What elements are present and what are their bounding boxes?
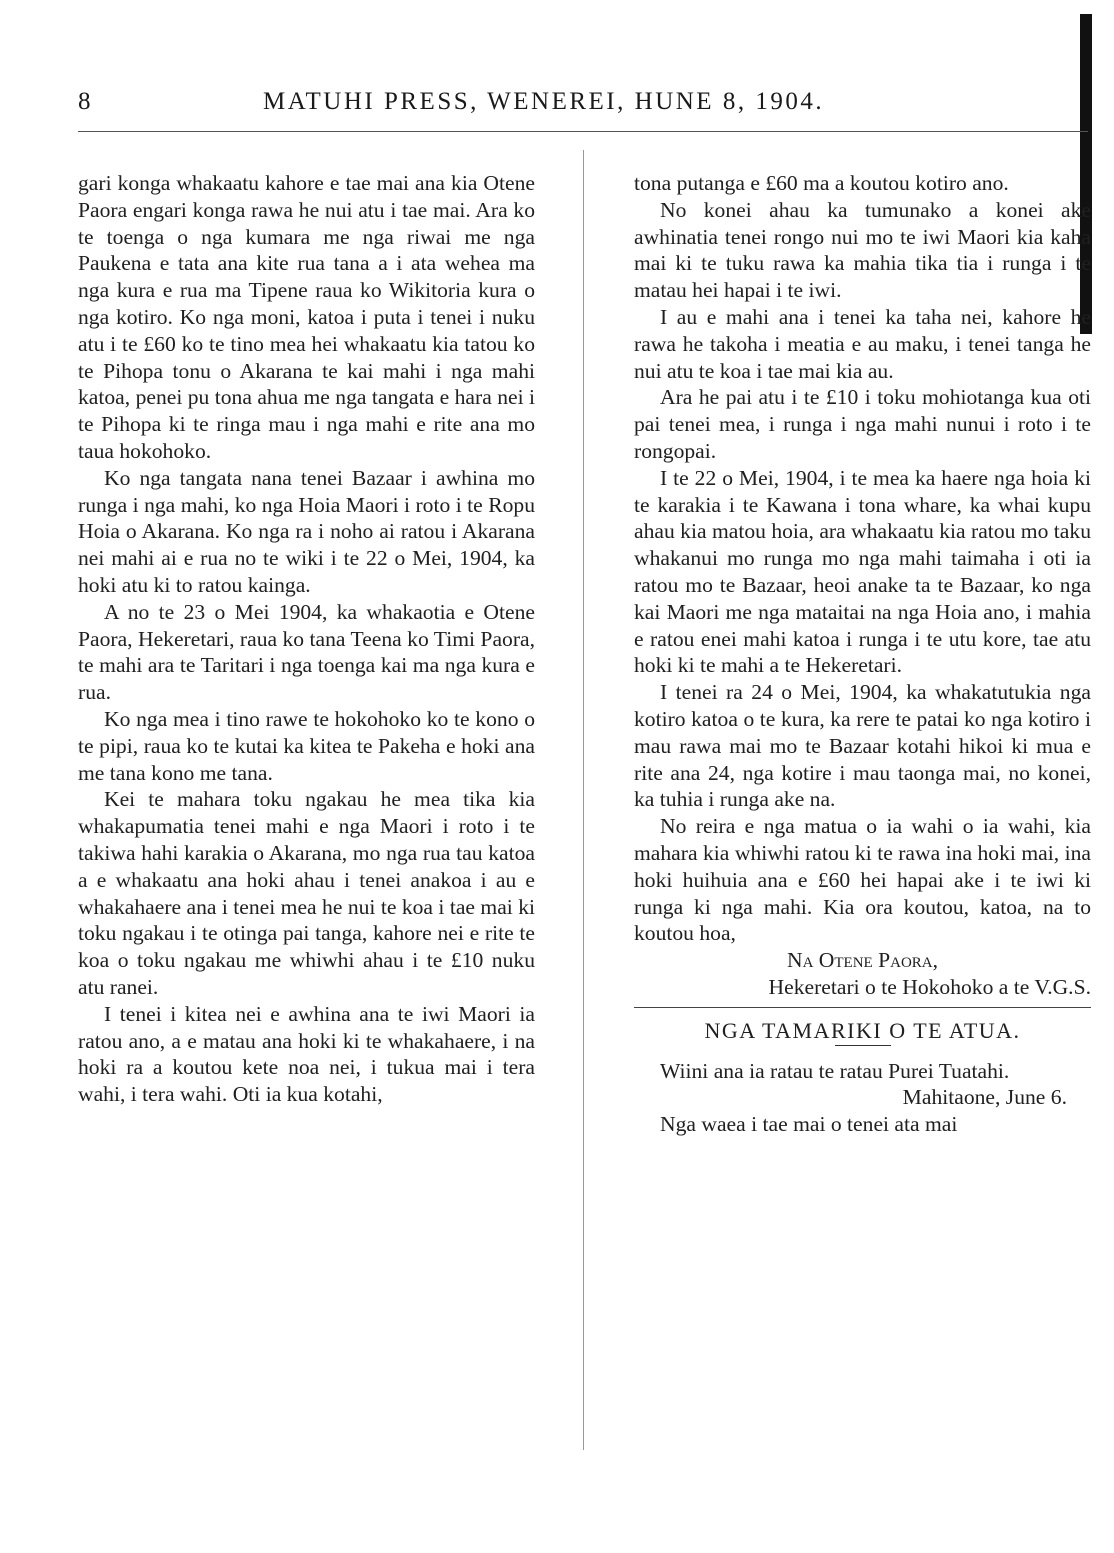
- article-paragraph: No konei ahau ka tumunako a konei ake awhinatia tenei rongo nui mo te iwi Maori kia kaha mai ki te tuku rawa ka mahia tika tia i runga i te matau hei hapai i te iwi.: [634, 197, 1091, 303]
- article-paragraph: I te 22 o Mei, 1904, i te mea ka haere nga hoia ki te karakia i te Kawana i tona whare, ka whai kupu ahau kia matou hoia, ara whakaatu kia ratou mo taku whakanui mo runga mo nga mahi taimaha i oti ia ratou mo te Bazaar, heoi anake ta te Bazaar, ko nga kai Maori me nga mataitai na nga Hoia ano, i mahia e ratou enei mahi katoa i runga i te utu kore, tae atu hoki ki te mahi a te Hekeretari.: [634, 465, 1091, 678]
- article-paragraph: I tenei i kitea nei e awhina ana te iwi Maori ia ratou ano, a e matau ana hoki ki te whakahaere, i na hoki ra a koutou kete noa nei, i tukua mai i tera wahi, i tera wahi. Oti ia kua kotahi,: [78, 1001, 535, 1107]
- section-title: NGA TAMARIKI O TE ATUA.: [704, 1017, 1021, 1043]
- article-paragraph: gari konga whakaatu kahore e tae mai ana kia Otene Paora engari konga rawa he nui atu i tae mai. Ara ko te toenga o nga kumara me nga riwai me nga Paukena e tata ana kite rua tana a i ata wehea ma nga kura e rua ma Tipene raua ko Wikitoria kura o nga kotiro. Ko nga moni, katoa i puta i tenei i nuku atu i te £60 ko te tino mea hei whakaatu kia tatou ko te Pihopa tonu o Akarana te kai mahi i nga mahi katoa, penei pu tona ahua me nga tangata e hara nei i te Pihopa ki te ringa mau i nga mahi e rite ana mo taua hokohoko.: [78, 171, 535, 463]
- article-paragraph: No reira e nga matua o ia wahi o ia wahi, kia mahara kia whiwhi ratou ki te rawa ina hoki mai, ina hoki huihuia ana e £60 hei hapai ake i te iwi ki runga ki nga mahi. Kia ora koutou, katoa, na to koutou hoa,: [634, 814, 1091, 946]
- signature-title: Hekeretari o te Hokohoko a te V.G.S.: [768, 974, 1091, 999]
- dateline: Mahitaone, June 6.: [902, 1085, 1067, 1110]
- article-paragraph: Ko nga tangata nana tenei Bazaar i awhina mo runga i nga mahi, ko nga Hoia Maori i roto i te Ropu Hoia o Akarana. Ko nga ra i noho ai ratou i Akarana nei mahi ai e rua no te wiki i te 22 o Mei, 1904, ka hoki atu ki to ratou kainga.: [78, 465, 535, 597]
- signature-name: Na Otene Paora,: [786, 948, 939, 973]
- column-divider: [583, 150, 584, 1450]
- article-paragraph: I tenei ra 24 o Mei, 1904, ka whakatutukia nga kotiro katoa o te kura, ka rere te patai ko nga kotiro i mau rawa mai mo te Bazaar kotahi hikoi ki mua e rite ana 24, nga kotire i mau taonga mai, no konei, ka tuhia i runga ake na.: [634, 680, 1091, 812]
- article-paragraph: Kei te mahara toku ngakau he mea tika kia whakapumatia tenei mahi e nga Maori i roto i te takiwa hahi karakia o Akarana, mo nga rua tau katoa a e whakaatu ana hoki ahau i tenei anakoa i au e whakahaere ana i tenei mea he nui te koa i tae mai ki toku ngakau i te otinga pai tanga, kahore nei e rite te koa o toku ngakau me whiwhi ahau i te £10 nuku atu ranei.: [78, 787, 535, 999]
- right-column: [634, 170, 1091, 1138]
- header-rule: [78, 131, 1088, 132]
- page-header: [78, 88, 1078, 122]
- left-column: [78, 170, 535, 1108]
- section-short-rule: [835, 1045, 891, 1046]
- newspaper-title: MATUHI PRESS, WENEREI, HUNE 8, 1904.: [263, 88, 825, 115]
- article-paragraph: I au e mahi ana i tenei ka taha nei, kahore he rawa he takoha i meatia e au maku, i tenei tanga he nui atu te koa i tae mai kia au.: [634, 304, 1091, 383]
- article-paragraph: tona putanga e £60 ma a koutou kotiro ano.: [634, 171, 1009, 195]
- section-rule: [634, 1007, 1091, 1008]
- article-paragraph: Ara he pai atu i te £10 i toku mohiotanga kua oti pai tenei mea, i runga i nga mahi nunui i roto i te rongopai.: [634, 385, 1091, 463]
- article-paragraph: Ko nga mea i tino rawe te hokohoko ko te kono o te pipi, raua ko te kutai ka kitea te Pakeha e hoki ana me tana kono me tana.: [78, 706, 535, 785]
- article-paragraph: A no te 23 o Mei 1904, ka whakaotia e Otene Paora, Hekeretari, raua ko tana Teena ko Timi Paora, te mahi ara te Taritari i nga toenga kai ma nga kura e rua.: [78, 599, 535, 705]
- article-paragraph: Nga waea i tae mai o tenei ata mai: [660, 1112, 958, 1137]
- page-number: 8: [78, 88, 91, 115]
- section-lead: Wiini ana ia ratau te ratau Purei Tuatahi.: [660, 1058, 1010, 1083]
